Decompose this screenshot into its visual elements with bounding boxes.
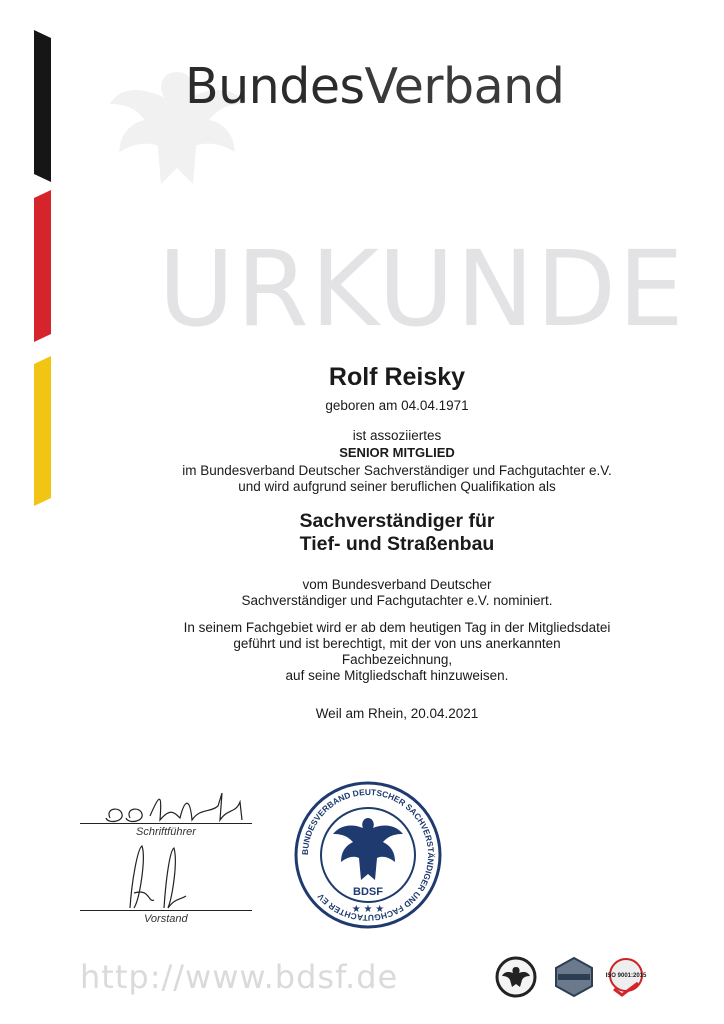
signature-block	[80, 780, 260, 930]
quality-badge-icon	[552, 955, 596, 999]
membership-intro: ist assoziiertes	[352, 428, 442, 443]
brand-logo	[185, 58, 564, 115]
footer-url: http://www.bdsf.de	[80, 958, 399, 996]
seal-stars: ★ ★ ★	[351, 904, 385, 915]
institution-line-1: im Bundesverband Deutscher Sachverständiger und Fachgutachter e.V.	[182, 463, 612, 478]
paragraph-line: Fachbezeichnung,	[341, 652, 453, 667]
membership-paragraph	[70, 620, 724, 684]
paragraph-line: geführt und ist berechtigt, mit der von uns anerkannten	[233, 636, 561, 651]
membership-badge-icon	[494, 955, 538, 999]
bdsf-seal	[293, 780, 443, 930]
nomination-text	[70, 577, 724, 609]
secretary-label: Schriftführer	[136, 826, 196, 838]
flag-stripe-gold	[34, 356, 51, 506]
secretary-signature	[100, 788, 260, 828]
qualification	[70, 510, 724, 556]
board-signature-line	[80, 910, 252, 911]
brand-part-1: Bundes	[185, 58, 365, 115]
qualification-line-1: Sachverständiger für	[299, 510, 495, 532]
seal-abbreviation: BDSF	[353, 886, 383, 898]
recipient-name: Rolf Reisky	[328, 363, 466, 391]
seal-ring-text: BUNDESVERBAND DEUTSCHER SACHVERSTÄNDIGER UND FACHGUTACHTER EV	[299, 786, 437, 924]
certificate-title: URKUNDE	[158, 228, 686, 350]
qualification-line-2: Tief- und Straßenbau	[299, 533, 495, 555]
flag-stripe-black	[34, 30, 51, 182]
birth-date: geboren am 04.04.1971	[325, 398, 469, 413]
nomination-line-2: Sachverständiger und Fachgutachter e.V. nominiert.	[241, 593, 553, 608]
iso-badge-text: ISO 9001:2015	[605, 973, 647, 979]
iso-badge-icon	[604, 955, 648, 999]
institution-line-2: und wird aufgrund seiner beruflichen Qualifikation als	[238, 479, 556, 494]
paragraph-line: auf seine Mitgliedschaft hinzuweisen.	[285, 668, 509, 683]
membership-status: SENIOR MITGLIED	[339, 445, 455, 460]
board-signature	[120, 838, 200, 913]
eagle-seal-icon	[333, 818, 403, 880]
secretary-signature-line	[80, 823, 252, 824]
brand-part-2: Verband	[364, 58, 565, 115]
paragraph-line: In seinem Fachgebiet wird er ab dem heutigen Tag in der Mitgliedsdatei	[183, 620, 611, 635]
board-label: Vorstand	[144, 913, 188, 925]
nomination-line-1: vom Bundesverband Deutscher	[302, 577, 492, 592]
place-date: Weil am Rhein, 20.04.2021	[315, 706, 479, 721]
